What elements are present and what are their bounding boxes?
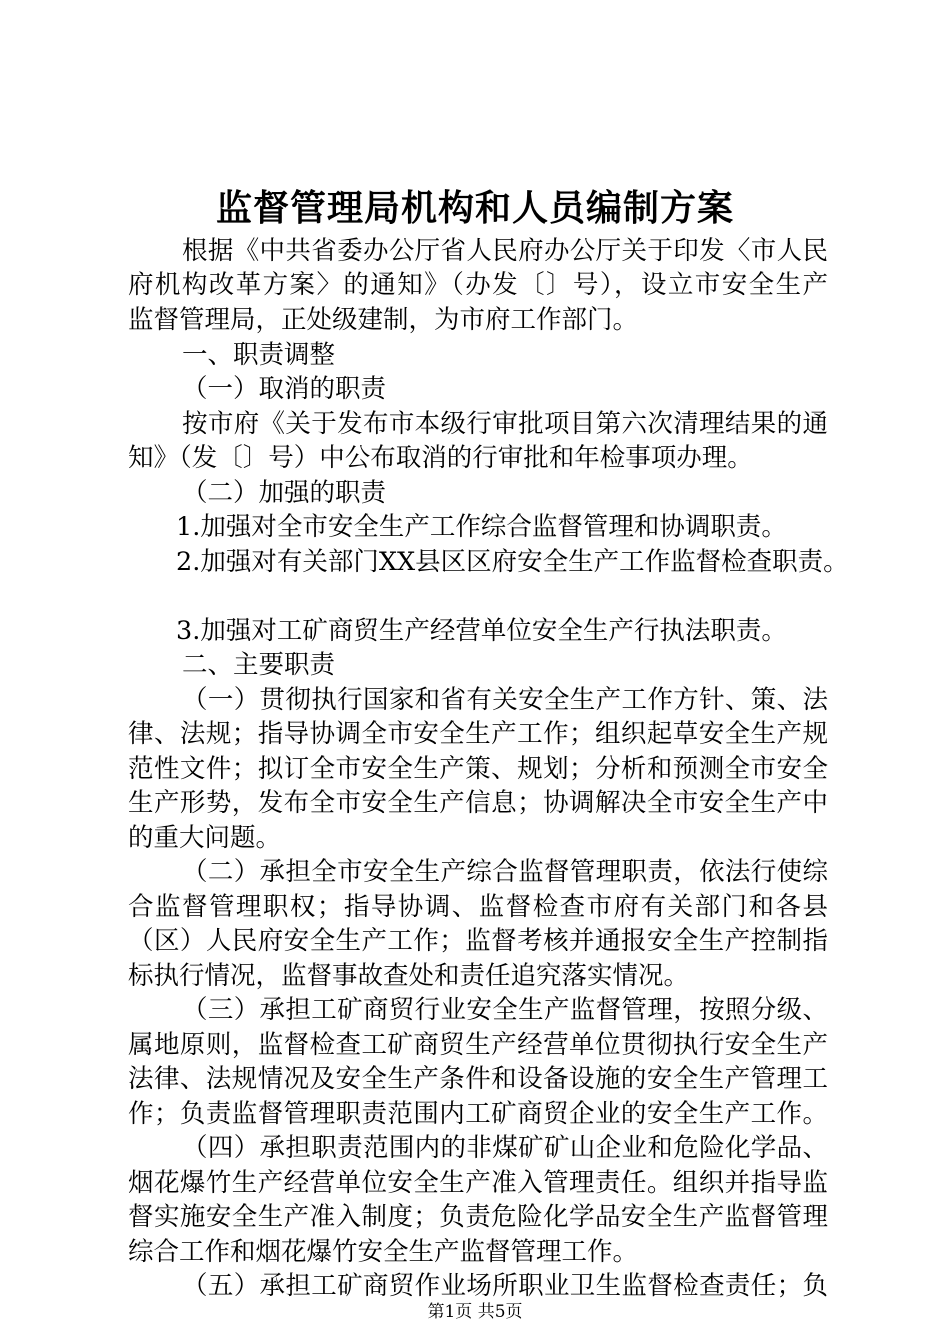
- list-item: 1.加强对全市安全生产工作综合监督管理和协调职责。: [176, 512, 787, 542]
- body-line: （四）承担职责范围内的非煤矿矿山企业和危险化学品、: [182, 1133, 828, 1163]
- section-heading: 一、职责调整: [182, 340, 336, 370]
- body-line: （一）贯彻执行国家和省有关安全生产工作方针、策、法: [182, 685, 828, 715]
- list-item: 3.加强对工矿商贸生产经营单位安全生产行执法职责。: [176, 616, 787, 646]
- body-line: 府机构改革方案〉的通知》（办发〔〕号），设立市安全生产: [128, 270, 828, 300]
- body-line: 法律、法规情况及安全生产条件和设备设施的安全生产管理工: [128, 1064, 828, 1094]
- list-item: 2.加强对有关部门XX县区区府安全生产工作监督检查职责。: [176, 547, 849, 577]
- subsection-heading: （二）加强的职责: [182, 478, 387, 508]
- body-line: 属地原则，监督检查工矿商贸生产经营单位贯彻执行安全生产: [128, 1030, 828, 1060]
- body-line: 督实施安全生产准入制度；负责危险化学品安全生产监督管理: [128, 1202, 828, 1232]
- body-line: 生产形势，发布全市安全生产信息；协调解决全市安全生产中: [128, 788, 828, 818]
- page-number-footer: 第1页 共5页: [427, 1302, 523, 1322]
- body-line: （三）承担工矿商贸行业安全生产监督管理，按照分级、: [182, 995, 828, 1025]
- document-title: 监督管理局机构和人员编制方案: [215, 187, 734, 229]
- body-line: （区）人民府安全生产工作；监督考核并通报安全生产控制指: [128, 926, 828, 956]
- body-line: 烟花爆竹生产经营单位安全生产准入管理责任。组织并指导监: [128, 1168, 828, 1198]
- body-line: 的重大问题。: [128, 823, 282, 853]
- body-line: 标执行情况，监督事故查处和责任追究落实情况。: [128, 961, 690, 991]
- body-line: 合监督管理职权；指导协调、监督检查市府有关部门和各县: [128, 892, 828, 922]
- body-line: 作；负责监督管理职责范围内工矿商贸企业的安全生产工作。: [128, 1099, 828, 1129]
- body-line: 综合工作和烟花爆竹安全生产监督管理工作。: [128, 1237, 639, 1267]
- body-line: 律、法规；指导协调全市安全生产工作；组织起草安全生产规: [128, 719, 828, 749]
- section-heading: 二、主要职责: [182, 650, 336, 680]
- body-line: 监督管理局，正处级建制，为市府工作部门。: [128, 305, 639, 335]
- body-line: 范性文件；拟订全市安全生产策、规划；分析和预测全市安全: [128, 754, 828, 784]
- body-line: （五）承担工矿商贸作业场所职业卫生监督检查责任；负: [182, 1271, 828, 1301]
- body-line: 根据《中共省委办公厅省人民府办公厅关于印发〈市人民: [182, 236, 828, 266]
- body-line: 知》（发〔〕号）中公布取消的行审批和年检事项办理。: [128, 443, 753, 473]
- subsection-heading: （一）取消的职责: [182, 374, 387, 404]
- body-line: （二）承担全市安全生产综合监督管理职责，依法行使综: [182, 857, 828, 887]
- body-line: 按市府《关于发布市本级行审批项目第六次清理结果的通: [182, 409, 828, 439]
